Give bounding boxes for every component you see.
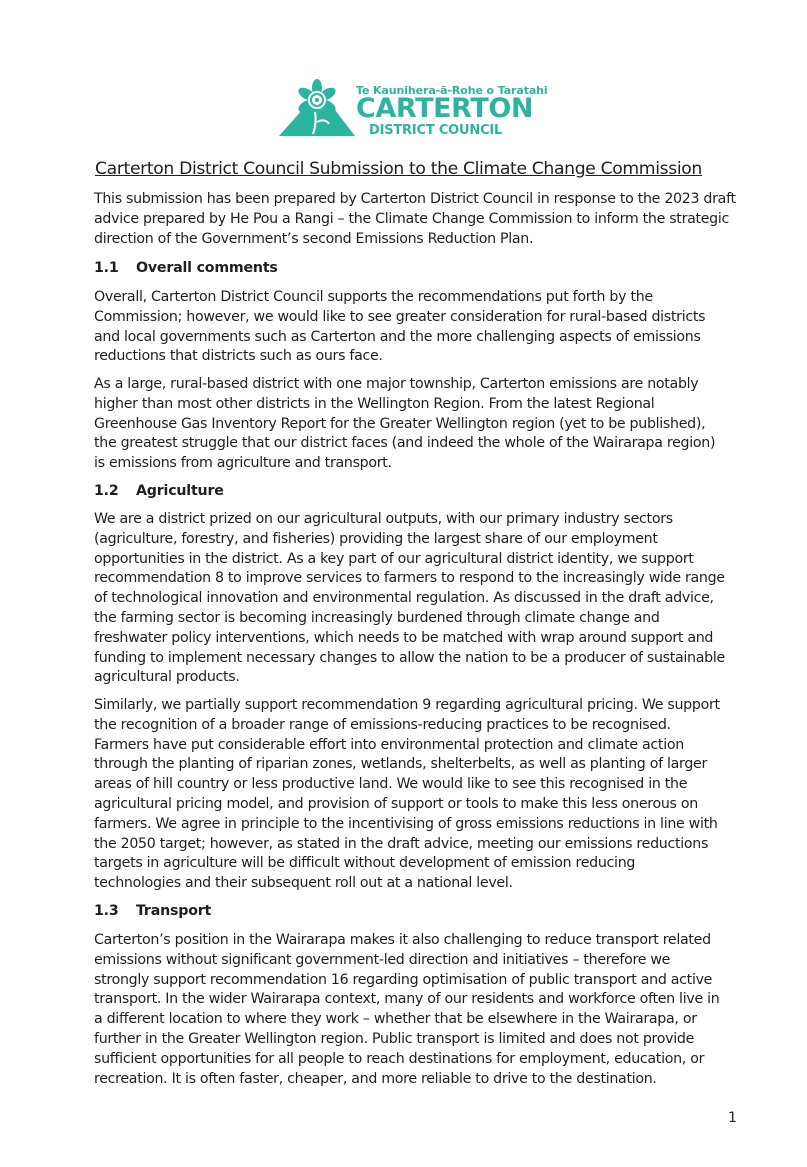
section-heading-agriculture [94,483,224,499]
intro-paragraph [94,190,744,249]
text-line: opportunities in the district. As a key part of our agricultural district identity, we support [94,550,694,567]
text-line: further in the Greater Wellington region. Public transport is limited and does not provide [94,1030,695,1047]
text-line: agricultural products. [94,669,240,686]
council-logo [277,78,548,138]
text-line: funding to implement necessary changes to allow the nation to be a producer of sustainable [94,649,725,666]
text-line: of technological innovation and environmental regulation. As discussed in the draft advice, [94,590,714,607]
text-line: and local governments such as Carterton and the more challenging aspects of emissions [94,328,701,345]
section-heading-overall-comments [94,260,278,276]
paragraph [94,696,744,894]
paragraph [94,288,744,367]
page-number: 1 [728,1110,737,1126]
text-line: the recognition of a broader range of emissions-reducing practices to be recognised. [94,716,671,733]
section-number: 1.1 [94,260,119,276]
section-title: Overall comments [136,260,278,276]
text-line: This submission has been prepared by Carterton District Council in response to the 2023 draft [94,191,736,207]
text-line: a different location to where they work – whether that be elsewhere in the Wairarapa, or [94,1011,697,1028]
text-line: Similarly, we partially support recommendation 9 regarding agricultural pricing. We support [94,697,720,713]
section-heading-transport [94,903,211,919]
text-line: We are a district prized on our agricultural outputs, with our primary industry sectors [94,511,673,527]
text-line: Greenhouse Gas Inventory Report for the Greater Wellington region (yet to be published), [94,415,706,432]
text-line: advice prepared by He Pou a Rangi – the Climate Change Commission to inform the strategic [94,210,730,227]
text-line: As a large, rural-based district with one major township, Carterton emissions are notably [94,376,699,392]
text-line: freshwater policy interventions, which needs to be matched with wrap around support and [94,629,714,646]
text-line: Farmers have put considerable effort into environmental protection and climate action [94,736,684,753]
paragraph [94,931,744,1089]
text-line: through the planting of riparian zones, wetlands, shelterbelts, as well as planting of larger [94,756,707,773]
text-line: (agriculture, forestry, and fisheries) providing the largest share of our employment [94,530,658,547]
document-title: Carterton District Council Submission to the Climate Change Commission [95,159,702,179]
paragraph [94,510,744,688]
section-title: Transport [136,903,212,919]
section-number: 1.2 [94,483,119,499]
text-line: higher than most other districts in the Wellington Region. From the latest Regional [94,395,655,412]
text-line: technologies and their subsequent roll out at a national level. [94,875,513,892]
logo-tagline: Te Kaunihera-ā-Rohe o Taratahi [356,84,548,97]
text-line: transport. In the wider Wairarapa context, many of our residents and workforce often live in [94,991,720,1008]
text-line: Commission; however, we would like to see greater consideration for rural-based districts [94,308,706,325]
text-line: recreation. It is often faster, cheaper, and more reliable to drive to the destination. [94,1070,657,1087]
text-line: the greatest struggle that our district faces (and indeed the whole of the Wairarapa region) [94,435,716,452]
paragraph [94,375,744,474]
text-line: areas of hill country or less productive land. We would like to see this recognised in the [94,776,688,793]
text-line: recommendation 8 to improve services to farmers to respond to the increasingly wide range [94,570,725,587]
text-line: direction of the Government’s second Emissions Reduction Plan. [94,230,534,247]
logo-name: CARTERTON [356,93,534,124]
text-line: the farming sector is becoming increasingly burdened through climate change and [94,609,660,626]
section-number: 1.3 [94,903,119,919]
text-line: the 2050 target; however, as stated in the draft advice, meeting our emissions reductions [94,835,709,852]
section-title: Agriculture [136,483,224,499]
text-line: strongly support recommendation 16 regarding optimisation of public transport and active [94,971,713,988]
text-line: sufficient opportunities for all people to reach destinations for employment, education, or [94,1050,705,1067]
text-line: agricultural pricing model, and provision of support or tools to make this less onerous on [94,795,698,812]
text-line: is emissions from agriculture and transport. [94,455,392,472]
flower-mountain-icon [277,78,357,138]
text-line: reductions that districts such as ours face. [94,348,383,365]
text-line: Overall, Carterton District Council supports the recommendations put forth by the [94,289,653,305]
text-line: targets in agriculture will be difficult without development of emission reducing [94,855,636,872]
text-line: emissions without significant government-led direction and initiatives – therefore we [94,951,671,968]
text-line: Carterton’s position in the Wairarapa makes it also challenging to reduce transport related [94,932,711,948]
text-line: farmers. We agree in principle to the incentivising of gross emissions reductions in line with [94,815,718,832]
logo-subtitle: DISTRICT COUNCIL [369,123,503,138]
